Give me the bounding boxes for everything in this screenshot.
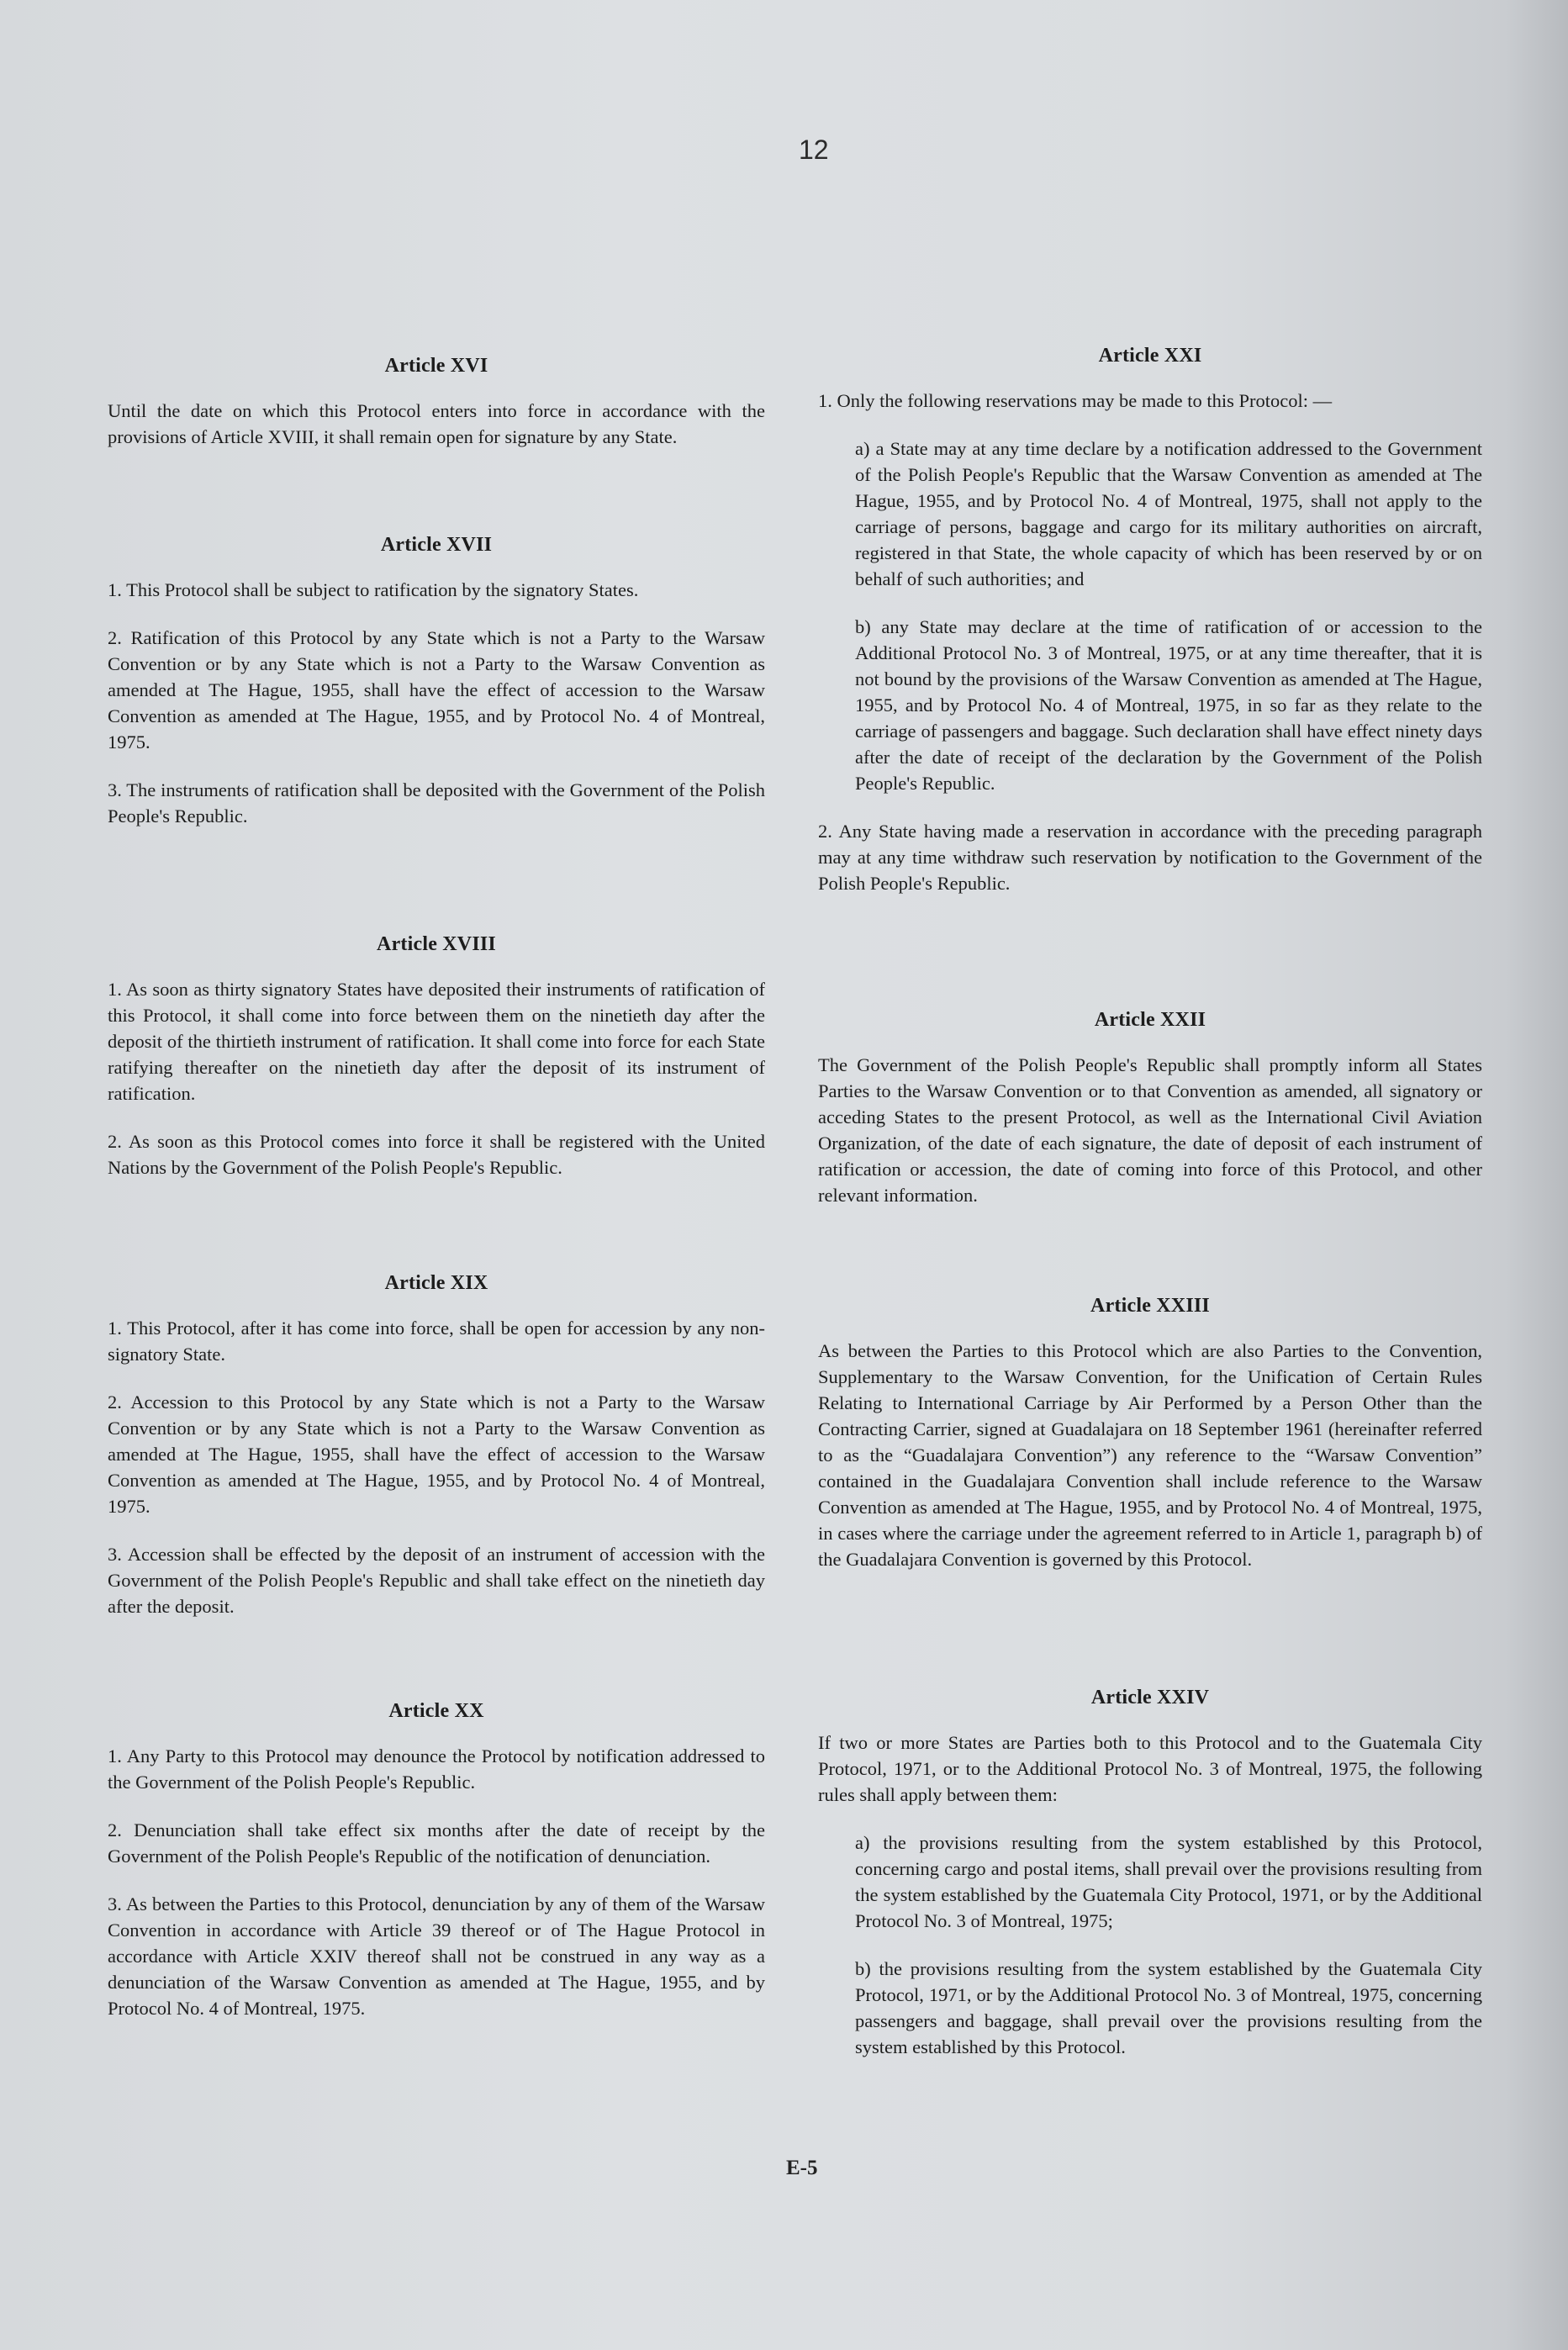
- article-heading: Article XVI: [384, 355, 488, 377]
- article-paragraph: Until the date on which this Protocol enters into force in accordance with the provisions of Article XVIII, it shall remain open for signature by any State.: [108, 400, 765, 447]
- article-paragraph: The Government of the Polish People's Republic shall promptly inform all States Parties to the Warsaw Convention or to that Convention as amended, all signatory or acceding States to the present Protocol, as well as the International Civil Aviation Organization, of the date of each signature, the date of deposit of each instrument of ratification or accession, the date of coming into force of this Protocol, and other relevant information.: [818, 1054, 1482, 1206]
- article-paragraph: 1. This Protocol, after it has come into force, shall be open for accession by any non-signatory State.: [108, 1318, 765, 1365]
- article-xviii: [108, 933, 765, 1180]
- page-number: 12: [799, 135, 829, 165]
- article-heading: Article XXIII: [1090, 1295, 1210, 1317]
- article-paragraph: 1. This Protocol shall be subject to ratification by the signatory States.: [108, 579, 639, 600]
- article-paragraph: If two or more States are Parties both to this Protocol and to the Guatemala City Protocol, 1971, or to the Additional Protocol No. 3 of Montreal, 1975, the following rules shall apply between them:: [818, 1732, 1482, 1805]
- article-subparagraph: a) a State may at any time declare by a notification addressed to the Government of the Polish People's Republic that the Warsaw Convention as amended at The Hague, 1955, and by Protocol No. 4 of Montreal, 1975, shall not apply to the carriage of persons, baggage and cargo for its military authorities on aircraft, registered in that State, the whole capacity of which has been reserved by or on behalf of such authorities; and: [855, 438, 1482, 589]
- article-heading: Article XXIV: [1090, 1687, 1210, 1708]
- article-xvii: [108, 534, 765, 829]
- article-xxi: [818, 345, 1482, 896]
- article-xxiv: [818, 1687, 1482, 2060]
- article-heading: Article XXI: [1098, 345, 1202, 367]
- article-subparagraph: a) the provisions resulting from the system established by this Protocol, concerning cargo and postal items, shall prevail over the provisions resulting from the system established by the Guatemala City Protocol, 1971, or by the Additional Protocol No. 3 of Montreal, 1975;: [855, 1832, 1482, 1931]
- article-paragraph: 2. Ratification of this Protocol by any State which is not a Party to the Warsaw Convention or by any State which is not a Party to the Warsaw Convention as amended at The Hague, 1955, shall have the effect of accession to the Warsaw Convention as amended at The Hague, 1955, and by Protocol No. 4 of Montreal, 1975.: [108, 627, 765, 753]
- article-paragraph: 3. Accession shall be effected by the deposit of an instrument of accession with the Government of the Polish People's Republic and shall take effect on the ninetieth day after the deposit.: [108, 1544, 765, 1617]
- article-heading: Article XXII: [1094, 1009, 1206, 1031]
- article-heading: Article XVIII: [377, 933, 496, 955]
- article-heading: Article XIX: [384, 1272, 488, 1294]
- article-paragraph: 2. As soon as this Protocol comes into force it shall be registered with the United Nations by the Government of the Polish People's Republic.: [108, 1131, 765, 1178]
- article-paragraph: 2. Any State having made a reservation in accordance with the preceding paragraph may at any time withdraw such reservation by notification to the Government of the Polish People's Republic.: [818, 821, 1482, 894]
- article-paragraph: 1. As soon as thirty signatory States have deposited their instruments of ratification of this Protocol, it shall come into force between them on the ninetieth day after the deposit of the thirtieth instrument of ratification. It shall come into force for each State ratifying thereafter on the ninetieth day after the deposit of its instrument of ratification.: [108, 979, 765, 1104]
- article-paragraph: 2. Denunciation shall take effect six months after the date of receipt by the Government of the Polish People's Republic of the notification of denunciation.: [108, 1819, 765, 1867]
- article-subparagraph: b) any State may declare at the time of ratification of or accession to the Additional Protocol No. 3 of Montreal, 1975, or at any time thereafter, that it is not bound by the provisions of the Warsaw Convention as amended at The Hague, 1955, and by Protocol No. 4 of Montreal, 1975, in so far as they relate to the carriage of passengers and baggage. Such declaration shall have effect ninety days after the date of receipt of the declaration by the Government of the Polish People's Republic.: [855, 616, 1482, 794]
- article-paragraph: 1. Any Party to this Protocol may denounce the Protocol by notification addressed to the Government of the Polish People's Republic.: [108, 1745, 765, 1793]
- article-paragraph: 3. The instruments of ratification shall be deposited with the Government of the Polish People's Republic.: [108, 779, 765, 826]
- article-xx: [108, 1700, 765, 2021]
- article-subparagraph: b) the provisions resulting from the system established by the Guatemala City Protocol, 1971, or by the Additional Protocol No. 3 of Montreal, 1975, concerning passengers and baggage, shall prevail over the provisions resulting from the system established by this Protocol.: [855, 1958, 1482, 2057]
- article-xxii: [818, 1009, 1482, 1208]
- article-xxiii: [818, 1295, 1482, 1572]
- article-paragraph: 1. Only the following reservations may be made to this Protocol: —: [818, 390, 1333, 411]
- article-paragraph: As between the Parties to this Protocol which are also Parties to the Convention, Supplementary to the Warsaw Convention, for the Unification of Certain Rules Relating to International Carriage by Air Performed by a Person Other than the Contracting Carrier, signed at Guadalajara on 18 September 1961 (hereinafter referred to as the “Guadalajara Convention”) any reference to the “Warsaw Convention” contained in the Guadalajara Convention shall include reference to the Warsaw Convention as amended at The Hague, 1955, and by Protocol No. 4 of Montreal, 1975, in cases where the carriage under the agreement referred to in Article 1, paragraph b) of the Guadalajara Convention is governed by this Protocol.: [818, 1340, 1482, 1570]
- article-heading: Article XX: [388, 1700, 484, 1722]
- article-paragraph: 3. As between the Parties to this Protocol, denunciation by any of them of the Warsaw Convention in accordance with Article 39 thereof or of The Hague Protocol in accordance with Article XXIV thereof shall not be construed in any way as a denunciation of the Warsaw Convention as amended at The Hague, 1955, and by Protocol No. 4 of Montreal, 1975.: [108, 1893, 765, 2019]
- article-xvi: [108, 355, 765, 450]
- article-xix: [108, 1272, 765, 1619]
- article-paragraph: 2. Accession to this Protocol by any State which is not a Party to the Warsaw Convention or by any State which is not a Party to the Warsaw Convention as amended at The Hague, 1955, shall have the effect of accession to the Warsaw Convention as amended at The Hague, 1955, and by Protocol No. 4 of Montreal, 1975.: [108, 1392, 765, 1517]
- article-heading: Article XVII: [380, 534, 493, 556]
- footer-code: E-5: [786, 2157, 818, 2179]
